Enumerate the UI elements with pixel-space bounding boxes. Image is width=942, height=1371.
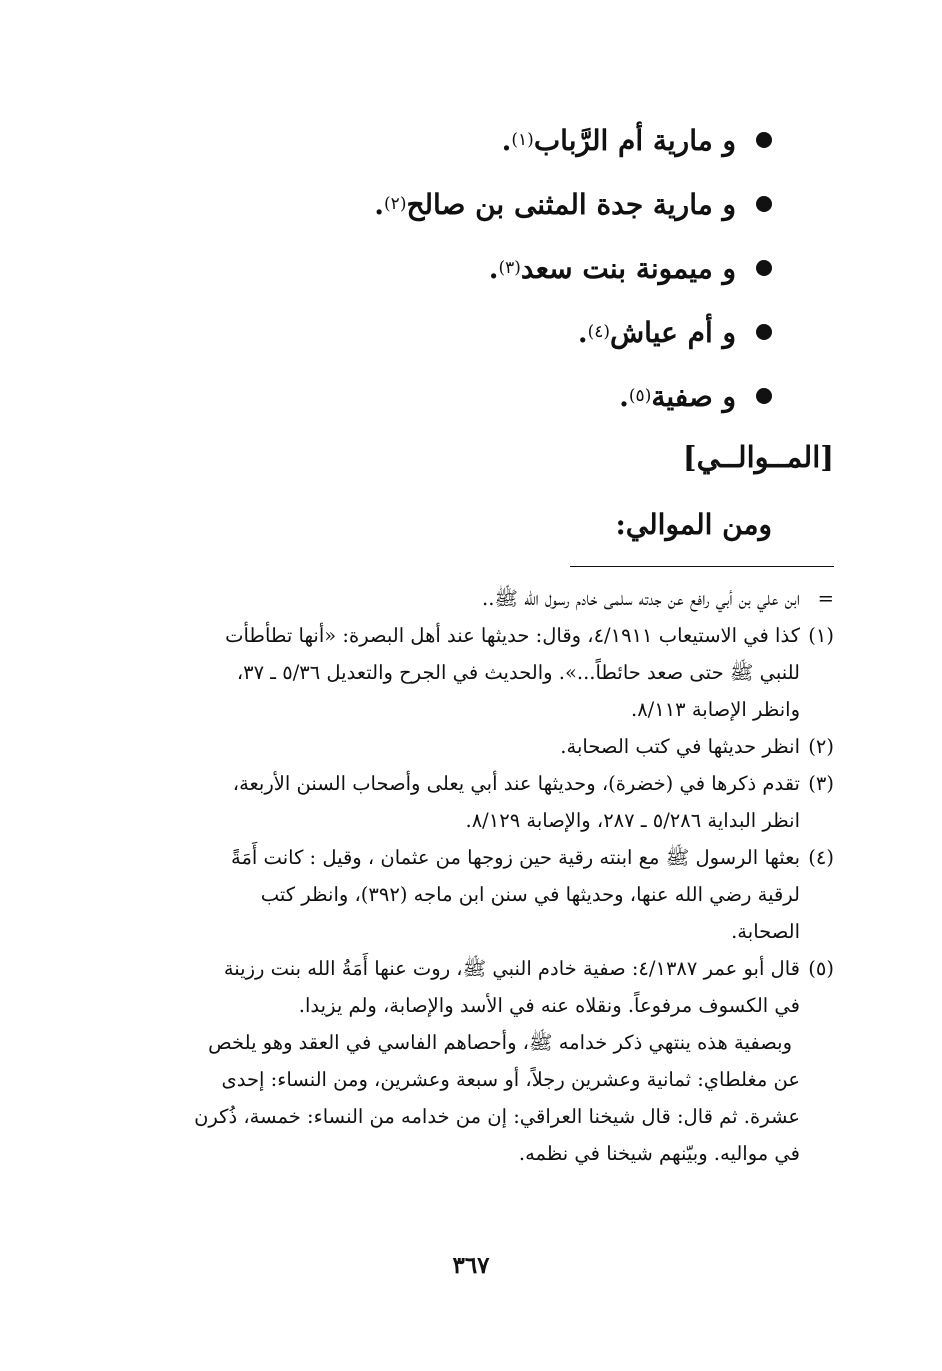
footnote-line: كذا في الاستيعاب ٤/١٩١١، وقال: حديثها عند أهل البصرة: «أنها تطأطأت	[225, 624, 800, 647]
servants-list	[212, 108, 772, 428]
footnote-number: (٤)	[808, 846, 834, 869]
footnote-line: ابن علي بن أبي رافع عن جدته سلمى خادم رسول الله ﷺ..	[482, 587, 800, 610]
footnote-text	[114, 950, 800, 1024]
footnote-number: (١)	[808, 624, 834, 647]
list-item	[212, 364, 772, 428]
intro-text: ومن الموالي:	[615, 508, 772, 541]
bullet-icon	[756, 388, 772, 404]
footnote-text	[114, 728, 800, 765]
footnote-line: في مواليه. وبيّنهم شيخنا في نظمه.	[518, 1142, 800, 1165]
footnote-line: للنبي ﷺ حتى صعد حائطاً...». والحديث في الجرح والتعديل ٥/٣٦ ـ ٣٧،	[236, 661, 800, 684]
list-item	[212, 236, 772, 300]
footnote-ref[interactable]: (٥)	[628, 386, 652, 406]
footnote-number: (٥)	[808, 957, 834, 980]
footnotes	[114, 580, 834, 1172]
footnote-text	[114, 839, 800, 950]
footnote-line: عشرة. ثم قال: قال شيخنا العراقي: إن من خدامه من النساء: خمسة، ذُكرن	[194, 1105, 800, 1128]
list-item-text: و ميمونة بنت سعد	[520, 251, 736, 285]
list-item	[212, 172, 772, 236]
footnote-ref[interactable]: (٣)	[498, 258, 521, 278]
footnote-ref[interactable]: (٤)	[587, 322, 610, 342]
footnote-line: وانظر الإصابة ٨/١١٣.	[630, 698, 800, 721]
footnote-text	[114, 580, 800, 617]
list-item	[212, 300, 772, 364]
footnote-line: بعثها الرسول ﷺ مع ابنته رقية حين زوجها من عثمان ، وقيل : كانت أَمَةً	[231, 846, 800, 869]
list-item-end: .	[577, 315, 588, 349]
continuation-marker: =	[817, 587, 834, 610]
list-item-text: و مارية أم الرَّباب	[533, 123, 736, 157]
list-item-end: .	[374, 187, 385, 221]
list-item	[212, 108, 772, 172]
footnote-5-paragraph	[114, 1024, 834, 1172]
footnote-3	[114, 765, 834, 839]
list-item-end: .	[488, 251, 499, 285]
list-item-end: .	[619, 379, 629, 413]
footnote-line: الصحابة.	[731, 920, 800, 943]
footnote-number: (٣)	[808, 772, 834, 795]
footnote-line: لرقية رضي الله عنها، وحديثها في سنن ابن ماجه (٣٩٢)، وانظر كتب	[260, 883, 800, 906]
footnote-line: وبصفية هذه ينتهي ذكر خدامه ﷺ، وأحصاهم الفاسي في العقد وهو يلخص	[208, 1031, 792, 1054]
footnote-line: تقدم ذكرها في (خضرة)، وحديثها عند أبي يعلى وأصحاب السنن الأربعة،	[232, 772, 800, 795]
bullet-icon	[756, 260, 772, 276]
list-item-text: و أم عياش	[610, 315, 736, 349]
footnote-line: انظر البداية ٥/٢٨٦ ـ ٢٨٧، والإصابة ٨/١٢٩.	[465, 809, 800, 832]
footnote-line: قال أبو عمر ٤/١٣٨٧: صفية خادم النبي ﷺ، روت عنها أَمَةُ الله بنت رزينة	[223, 957, 800, 980]
list-item-end: .	[501, 123, 512, 157]
footnote-line: في الكسوف مرفوعاً. ونقلاه عنه في الأسد والإصابة، ولم يزيدا.	[298, 994, 800, 1017]
footnote-ref[interactable]: (٢)	[384, 194, 407, 214]
footnote-ref[interactable]: (١)	[511, 130, 534, 150]
list-item-text: و مارية جدة المثنى بن صالح	[406, 187, 736, 221]
page-number: ٣٦٧	[452, 1252, 490, 1279]
footnote-text	[114, 765, 800, 839]
footnote-5	[114, 950, 834, 1024]
bullet-icon	[756, 324, 772, 340]
footnote-2	[114, 728, 834, 765]
footnote-line: انظر حديثها في كتب الصحابة.	[560, 735, 800, 758]
footnote-number: (٢)	[808, 735, 834, 758]
bullet-icon	[756, 132, 772, 148]
list-item-text: و صفية	[651, 379, 736, 413]
footnote-text	[114, 617, 800, 728]
footnote-separator	[570, 566, 834, 567]
footnote-4	[114, 839, 834, 950]
footnote-line: عن مغلطاي: ثمانية وعشرين رجلاً، أو سبعة وعشرين، ومن النساء: إحدى	[221, 1068, 800, 1091]
footnote-1	[114, 617, 834, 728]
bullet-icon	[756, 196, 772, 212]
footnote-continuation	[114, 580, 834, 617]
section-heading: [المــوالــي]	[682, 440, 834, 474]
